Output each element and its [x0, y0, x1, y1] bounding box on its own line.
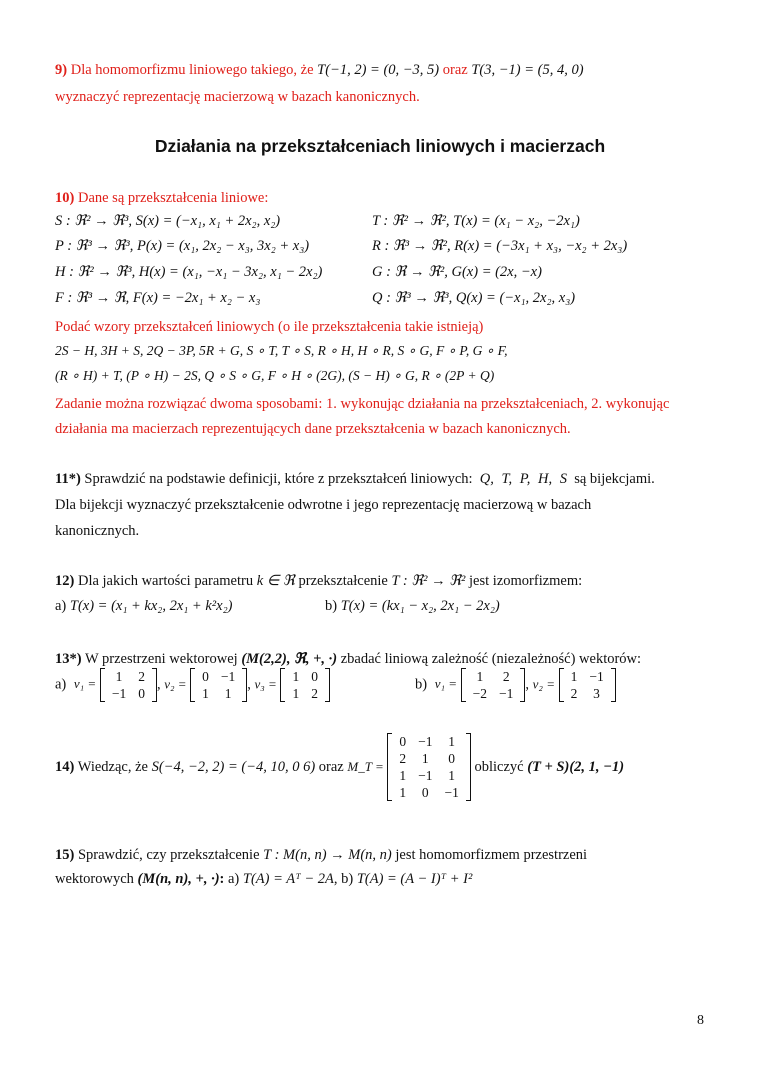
matrix-cell: 0 — [311, 669, 318, 684]
matrix-cell: 1 — [421, 751, 429, 766]
task15-map: T : M(n, n) → M(n, n) — [263, 847, 392, 863]
matrix-cell: −1 — [589, 669, 604, 684]
task15-text-a: Sprawdzić, czy przekształcenie — [77, 847, 260, 863]
matrix-cell: 1 — [399, 768, 407, 783]
task12-text-c: jest izomorfizmem: — [469, 573, 583, 589]
def-h: H : ℜ² → ℜ³, H(x) = (x₁, −x₁ − 3x₂, x₁ − 2x₂) — [55, 264, 323, 280]
vector-a1-matrix — [100, 668, 157, 702]
def-s: S : ℜ² → ℜ³, S(x) = (−x₁, x₁ + 2x₂, x₂) — [55, 213, 281, 229]
task14-matrix — [387, 733, 471, 801]
matrix-cell: 0 — [202, 669, 209, 684]
task15-text-c: wektorowych — [55, 871, 134, 887]
task10-note-1: Zadanie można rozwiązać dwoma sposobami: 1. wykonując działania na przekształceniach, 2. wykonując — [55, 396, 670, 412]
task15-b-eq: T(A) = (A − I)ᵀ + I² — [356, 871, 473, 887]
task14-mt-label: M_T = — [347, 758, 384, 774]
matrix-cell: 0 — [399, 734, 407, 749]
task15-line2 — [55, 871, 472, 888]
task14-left — [55, 759, 384, 776]
task13-space: (M(2,2), ℜ, +, ·) — [241, 651, 338, 667]
task10-number: 10) — [55, 190, 75, 206]
task12-line1 — [55, 573, 582, 590]
def-p: P : ℜ³ → ℜ³, P(x) = (x₁, 2x₂ − x₃, 3x₂ + x₃) — [55, 238, 310, 254]
task10-intro: Dane są przekształcenia liniowe: — [77, 190, 269, 206]
task14-text-a: Wiedząc, że — [77, 758, 148, 775]
task13-a-label: a) — [55, 676, 67, 693]
matrix-cell: −1 — [111, 686, 127, 701]
task12-a-eq: T(x) = (x₁ + kx₂, 2x₁ + k²x₂) — [69, 598, 233, 614]
matrix-cell: 2 — [138, 669, 145, 684]
task14-line — [55, 733, 624, 801]
task10-expressions-2: (R ∘ H) + T, (P ∘ H) − 2S, Q ∘ S ∘ G, F ∘ H ∘ (2G), (S − H) ∘ G, R ∘ (2P + Q) — [55, 368, 495, 383]
task14-text-b: oraz — [318, 758, 344, 775]
matrix-cell: 2 — [399, 751, 407, 766]
task15-colon: : — [219, 871, 225, 887]
task10-prompt: Podać wzory przekształceń liniowych (o ile przekształcenia takie istnieją) — [55, 319, 484, 335]
task13-line1 — [55, 651, 641, 668]
vector-a3-matrix — [280, 668, 330, 702]
vector-a2-label: v₂ = — [164, 676, 187, 692]
matrix-cell: 1 — [224, 686, 232, 701]
matrix-cell: 1 — [448, 768, 456, 783]
task9-eq2: T(3, −1) = (5, 4, 0) — [471, 62, 584, 78]
def-t: T : ℜ² → ℜ², T(x) = (x₁ − x₂, −2x₁) — [372, 213, 580, 229]
task15-number: 15) — [55, 847, 75, 863]
def-f: F : ℜ³ → ℜ, F(x) = −2x₁ + x₂ − x₃ — [55, 290, 261, 306]
task11-text-a: Sprawdzić na podstawie definicji, które z przekształceń liniowych: — [84, 471, 473, 487]
vector-b1-label: v₁ = — [434, 676, 458, 692]
matrix-cell: −1 — [418, 734, 433, 749]
vector-a2-matrix — [190, 668, 247, 702]
matrix-cell: −1 — [499, 686, 514, 701]
task11-text-b: są bijekcjami. — [574, 471, 655, 487]
matrix-cell: 2 — [311, 686, 318, 701]
task12-b-eq: T(x) = (kx₁ − x₂, 2x₁ − 2x₂) — [340, 598, 500, 614]
task11-line2: Dla bijekcji wyznaczyć przekształcenie odwrotne i jego reprezentację macierzową w bazach — [55, 497, 592, 513]
task9-text-b: oraz — [442, 62, 468, 78]
task13-text-b: zbadać liniową zależność (niezależność) wektorów: — [340, 651, 642, 667]
matrix-cell: 0 — [421, 785, 429, 800]
task9-number: 9) — [55, 62, 68, 78]
task15-text-b: jest homomorfizmem przestrzeni — [395, 847, 588, 863]
matrix-cell: 3 — [593, 686, 600, 701]
task13-option-a: a) v₁ = 1 2 −1 0 , v₂ = 0 −1 1 1 , v₃ = 1 0 1 2 — [55, 668, 330, 702]
task15-line1 — [55, 847, 587, 864]
task12-b-label: b) — [325, 598, 338, 614]
task10-note-2: działania ma macierzach reprezentujących dane przekształcenia w bazach kanonicznych. — [55, 421, 571, 437]
task11-line1 — [55, 471, 655, 488]
matrix-cell: 1 — [115, 669, 123, 684]
task12-text-a: Dla jakich wartości parametru — [77, 573, 254, 589]
task9-line1 — [55, 62, 584, 79]
task14-right — [474, 759, 624, 776]
task13-number: 13*) — [55, 651, 82, 667]
matrix-cell: 0 — [448, 751, 456, 766]
task15-a-eq: T(A) = Aᵀ − 2A — [242, 871, 334, 887]
matrix-cell: −1 — [418, 768, 433, 783]
task10-expressions-1: 2S − H, 3H + S, 2Q − 3P, 5R + G, S ∘ T, T ∘ S, R ∘ H, H ∘ R, S ∘ G, F ∘ P, G ∘ F, — [55, 343, 508, 358]
task14-target: (T + S)(2, 1, −1) — [527, 758, 625, 775]
matrix-cell: 1 — [476, 669, 484, 684]
task14-eq: S(−4, −2, 2) = (−4, 10, 0 6) — [151, 758, 316, 775]
matrix-cell: −1 — [220, 669, 236, 684]
vector-b1-matrix — [461, 668, 526, 702]
def-q: Q : ℜ³ → ℜ³, Q(x) = (−x₁, 2x₂, x₃) — [372, 290, 576, 306]
matrix-cell: −1 — [444, 785, 459, 800]
task9-text-c: wyznaczyć reprezentację macierzową w bazach kanonicznych. — [55, 89, 420, 105]
task9-eq1: T(−1, 2) = (0, −3, 5) — [317, 62, 440, 78]
matrix-cell: 1 — [292, 669, 300, 684]
task13-option-b: b) v₁ = 1 2 −2 −1 , v₂ = 1 −1 2 3 — [415, 668, 616, 702]
section-heading: Działania na przekształceniach liniowych i macierzach — [154, 136, 606, 156]
vector-a3-label: v₃ = — [254, 676, 277, 692]
vector-a1-label: v₁ = — [73, 676, 97, 692]
matrix-cell: −2 — [472, 686, 488, 701]
task15-b-label: b) — [341, 871, 354, 887]
matrix-cell: 1 — [570, 669, 578, 684]
task12-number: 12) — [55, 573, 75, 589]
task15-space: (M(n, n), +, ·) — [137, 871, 220, 887]
task13-text-a: W przestrzeni wektorowej — [84, 651, 238, 667]
task11-list: Q, T, P, H, S — [479, 471, 567, 487]
task13-b-label: b) — [415, 676, 428, 693]
task12-option-a — [55, 598, 232, 615]
task11-line3: kanonicznych. — [55, 523, 140, 539]
task12-map: T : ℜ² → ℜ² — [391, 573, 466, 589]
task9-text-a: Dla homomorfizmu liniowego takiego, że — [70, 62, 314, 78]
matrix-cell: 1 — [399, 785, 407, 800]
task15-sep: , — [333, 871, 338, 887]
page-number: 8 — [697, 1013, 704, 1028]
task10-intro-line — [55, 190, 268, 207]
matrix-cell: 2 — [570, 686, 578, 701]
task15-a-label: a) — [228, 871, 240, 887]
vector-b2-matrix — [559, 668, 616, 702]
task14-number: 14) — [55, 758, 75, 775]
task12-a-label: a) — [55, 598, 67, 614]
def-g: G : ℜ → ℜ², G(x) = (2x, −x) — [372, 264, 542, 280]
vector-b2-label: v₂ = — [532, 676, 555, 692]
matrix-cell: 0 — [138, 686, 145, 701]
task14-text-c: obliczyć — [474, 758, 524, 775]
task11-number: 11*) — [55, 471, 81, 487]
def-r: R : ℜ³ → ℜ², R(x) = (−3x₁ + x₃, −x₂ + 2x₃) — [372, 238, 628, 254]
task12-text-b: przekształcenie — [298, 573, 388, 589]
matrix-cell: 2 — [502, 669, 510, 684]
matrix-cell: 1 — [202, 686, 209, 701]
task12-param: k ∈ ℜ — [256, 573, 295, 589]
matrix-cell: 1 — [448, 734, 456, 749]
matrix-cell: 1 — [292, 686, 300, 701]
task12-option-b — [325, 598, 500, 615]
